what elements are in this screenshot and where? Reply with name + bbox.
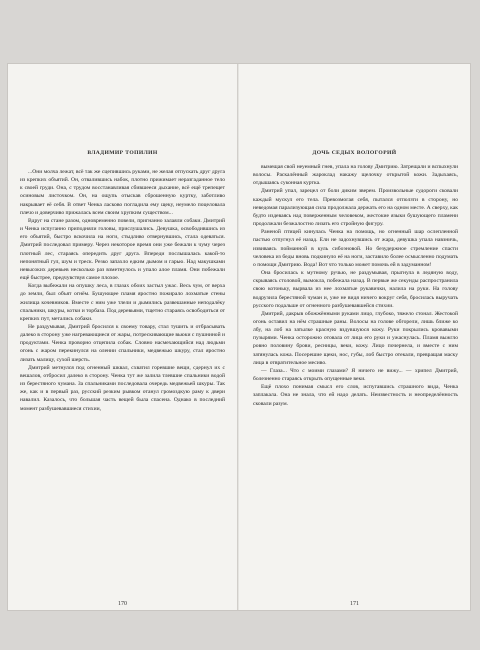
paragraph: Она бросилась к мутному ручью, не раздумывая, прыгнула в ледяную воду, скрываясь столовой, вымокла, побежала назад. В первые же секунды распространила свою котоньку, вырвала из нее лохматые рукавички, налила на руки. На голову водрузила берестяной чуман и, уже не видя ничего вокруг себя, бросилась выручать русского подальше от огненного разбушевавшейся стихии. <box>253 270 458 309</box>
page-number-right: 171 <box>350 601 359 607</box>
running-head-right: ДОЧЬ СЕДЫХ ВОЛОГОРИЙ <box>312 150 397 156</box>
paragraph: Не раздумывая, Дмитрий бросился к своему товару, стал тушить и отбрасывать далеко в сторону уже нагревающиеся от жары, потрескивающие вьюки с пушниной и продуктами. Ченка проворно отцепила собак. Словно насмехающийся над людьми огонь с жаром перекинулся на олении спальники, медвежью шкуру, стал яростно лизать малицу, сухой шерсть. <box>20 323 225 363</box>
paragraph: вымещая свой неуемный гнев, упала на голову Дмитрию. Затрещали и вспыхнули волосы. Раскалённый жароклад накажу щелочку открытой кожи. Задыхаясь, отдышаясь суконная куртка. <box>253 164 458 187</box>
paragraph: Раненой птицей кинулась Ченка на помощь, но огненный шар ослепленной пастью отпугнул её назад. Ели не задохнувшись от жара, девушка упала навзничь, извиваясь пойманной в куль сибоэновой. Но безудержное стремление спасти человека из беды вновь подкинуло её на ноги, заставило более осмысленно подумать о помощи Дмитрию. Вода! Вот что только может помочь ей в задуманном! <box>253 229 458 268</box>
paragraph: Вдруг на стане разом, одновременно повели, пригнанно залаяли собаки. Дмитрий и Ченка испуганно приподняли головы, прислушались. Девушка, освободившись из его объятий, быстро вскочила на ноги, стыдливо отвернувшись, стала одеваться. Дмитрий последовал примеру. Через некоторое время они уже бежали к чуму через плотный лес, стараясь опередить друг друга. Впереди послышалась какой-то непонятный гул, шум и треск. Резко запахло едким дымом и гарью. Над макушками невысоких деревьев несколько раз взметнулось и упало алое пламя. Они побежали ещё быстрее, предчувствуя самое плохое. <box>20 217 225 282</box>
running-head-left: ВЛАДИМИР ТОПИЛИН <box>87 150 158 156</box>
book-spread <box>8 64 470 610</box>
paragraph: ...Они молча лежат, всё так же сцепившись руками, не желая отпускать друг друга из крепких объятий. Он, отвалившись набок, плотно прижимает неразгаданное тело к своей груди. Она, с трудом восстанавливая сбившееся дыхание, всё ещё трепещет осиновым листочком. Он, на ощупь отыскав сброшенную куртку, заботливо накрывает её себя. В ответ Ченка ласково погладила ему щеку, неумело поцеловала плечо и доверчиво прижалась всем своим хрупким существом... <box>20 169 225 216</box>
right-page-text <box>253 163 458 408</box>
paragraph: Когда выбежали на опушку леса, в глазах обоих застыл ужас. Весь чум, от верха до земли, был объят огнём. Бушующее пламя яростно пожирало лохматые стены жилища кочевников. Вместе с ним уже тлели и дымились развешанные неподалёку спальники, шкуры, котки и торбаза. Под деревьями, тщетно стараясь освободиться от крепких пут, метались собаки. <box>20 283 225 322</box>
left-page-text <box>20 168 225 413</box>
paragraph: Дмитрий, дакрыв обожжёнными руками лицо, глубоко, тяжело стонал. Жестокой огонь оставил на нём страшные раны. Волосы на голове обгорели, лишь ближе ко лбу, на лоб на затылке красную вздувшуюся кожу. Руки покрылись кровавыми пузырями. Ченка осторожно отовала от лица его руки и ужаснулась. Пламя выжгло ровно половину брови, ресницы, веки, кожу. Лицо почернела, и вместе с ним затянулась кожа. Посерешие щеки, нос, губы, лоб быстро отекали, превращая маску лица в отвратительное месиво. <box>253 310 458 366</box>
right-page <box>239 64 470 610</box>
paragraph: — Глаза... Что с моими глазами? Я ничего не вижу... — хрипел Дмитрий, болезненно стараясь открыть опущенные веки. <box>253 367 458 383</box>
left-page <box>8 64 237 610</box>
paragraph: Дмитрий метнулся под огненный шквал, схватил горевшие вещи, сдернул их с вешалов, отбросил далеко в сторону. Ченка тут же залила тлевшие спальники водой из берестяного чумана. За спальниками последовала очередь медвежьей шкуры. Так же, как и в первый раз, русский резким рывком отанул громоздкую раму к двери навалил. Казалось, что большая часть вещей была спасена. Однако в последний момент разбушевавшиеся стихии, <box>20 364 225 412</box>
paragraph: Дмитрий упал, зарецел от боли диким зверем. Произвольные судороги сковали каждый мускул его тела. Превозмогая себя, пытался отползти в сторону, но неведомая парализующая сила продолжала держать его на одном месте. А сверху, как будто издеваясь над поверженным человеком, жестокие языки бушующего пламени продолжали безжалостно лизать его стройную фигуру. <box>253 188 458 228</box>
page-number-left: 170 <box>118 601 127 607</box>
paragraph: Ещё плохо понимая смысл его слов, испугавшись страшного вида, Ченка заплакала. Она не знала, что ей надо делать. Неизвестность и неопределённость сковали разум. <box>253 384 458 407</box>
